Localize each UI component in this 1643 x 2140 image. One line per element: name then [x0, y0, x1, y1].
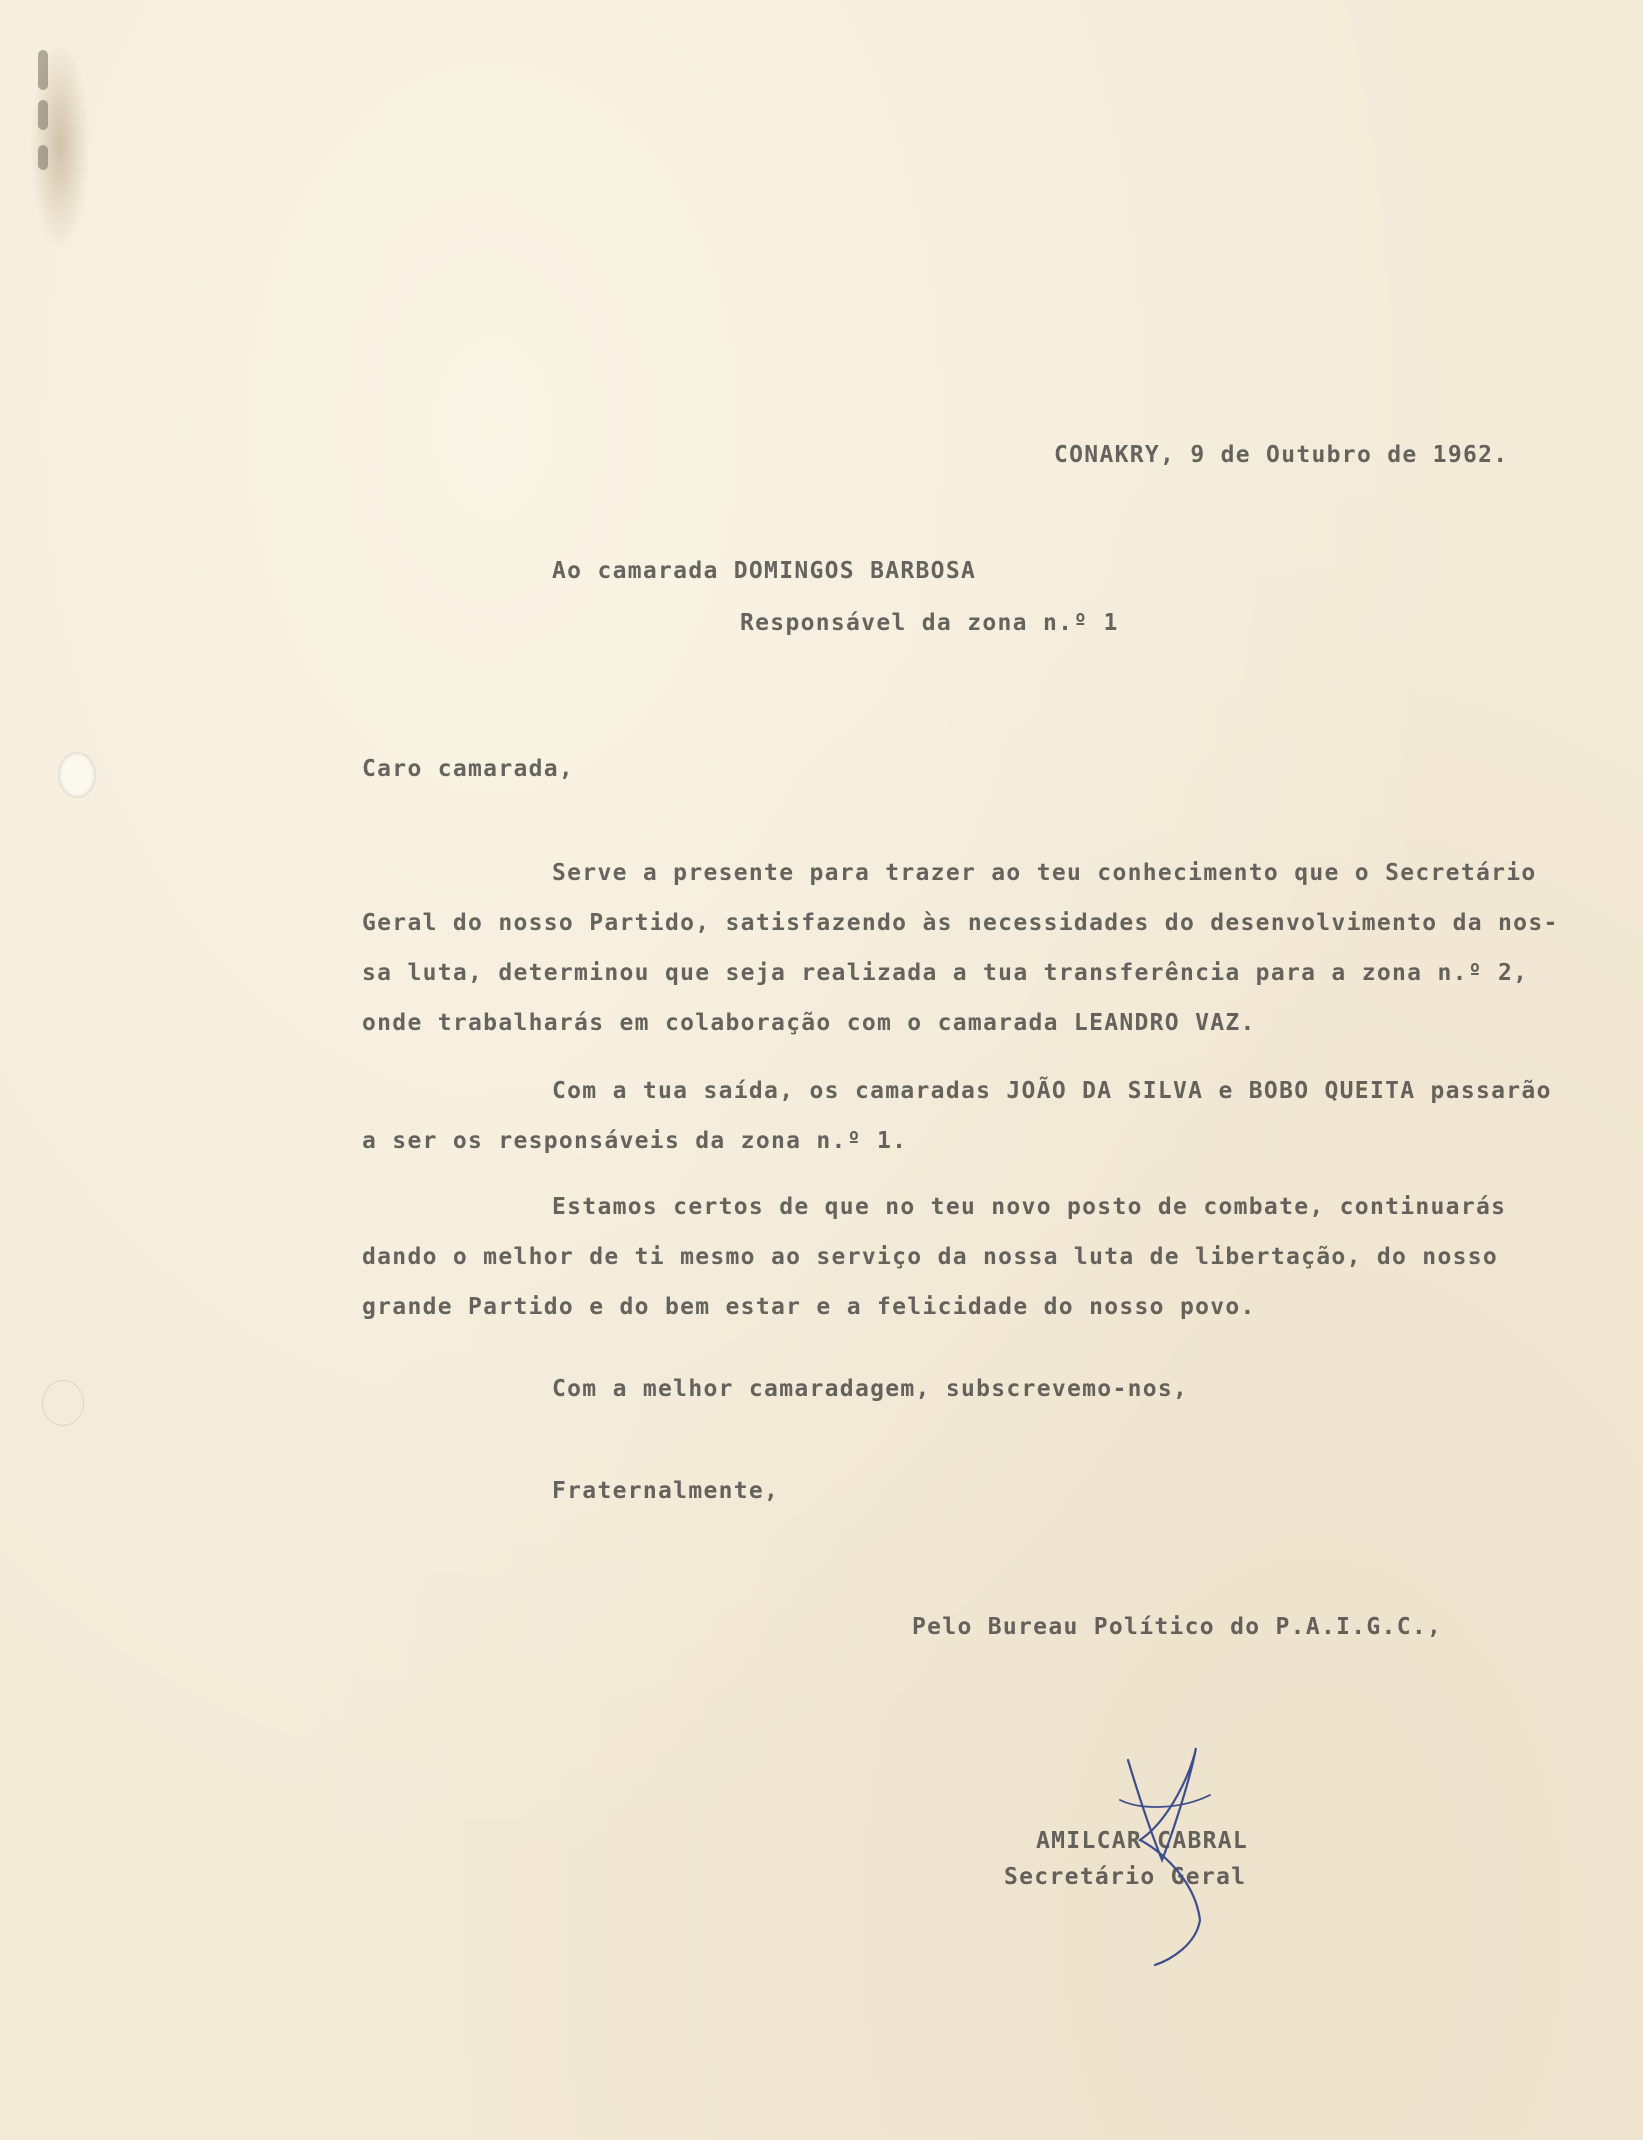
on-behalf-line: Pelo Bureau Político do P.A.I.G.C.,	[912, 1614, 1443, 1640]
body-line: Estamos certos de que no teu novo posto de combate, continuarás	[552, 1194, 1507, 1220]
valediction: Fraternalmente,	[552, 1478, 780, 1504]
staple-mark	[38, 100, 48, 130]
body-line: Com a tua saída, os camaradas JOÃO DA SILVA e BOBO QUEITA passarão	[552, 1078, 1552, 1104]
body-line: Geral do nosso Partido, satisfazendo às necessidades do desenvolvimento da nos-	[362, 910, 1559, 936]
date-line: CONAKRY, 9 de Outubro de 1962.	[1054, 442, 1509, 468]
handwritten-signature	[1100, 1740, 1240, 1970]
body-line: sa luta, determinou que seja realizada a tua transferência para a zona n.º 2,	[362, 960, 1529, 986]
body-line: dando o melhor de ti mesmo ao serviço da nossa luta de libertação, do nosso	[362, 1244, 1499, 1270]
salutation: Caro camarada,	[362, 756, 575, 782]
body-line: Serve a presente para trazer ao teu conhecimento que o Secretário	[552, 860, 1537, 886]
body-line: onde trabalharás em colaboração com o camarada LEANDRO VAZ.	[362, 1010, 1256, 1036]
addressee-line-2: Responsável da zona n.º 1	[740, 610, 1119, 636]
addressee-line-1: Ao camarada DOMINGOS BARBOSA	[552, 558, 977, 584]
body-line: a ser os responsáveis da zona n.º 1.	[362, 1128, 908, 1154]
signatory-name: AMILCAR CABRAL	[1036, 1828, 1249, 1854]
staple-mark	[38, 50, 48, 90]
closing-formula: Com a melhor camaradagem, subscrevemo-nos,	[552, 1376, 1189, 1402]
staple-mark	[38, 145, 48, 170]
punch-hole	[58, 752, 96, 798]
body-line: grande Partido e do bem estar e a felicidade do nosso povo.	[362, 1294, 1256, 1320]
punch-hole-faint	[42, 1380, 84, 1426]
signatory-title: Secretário Geral	[1004, 1864, 1247, 1890]
